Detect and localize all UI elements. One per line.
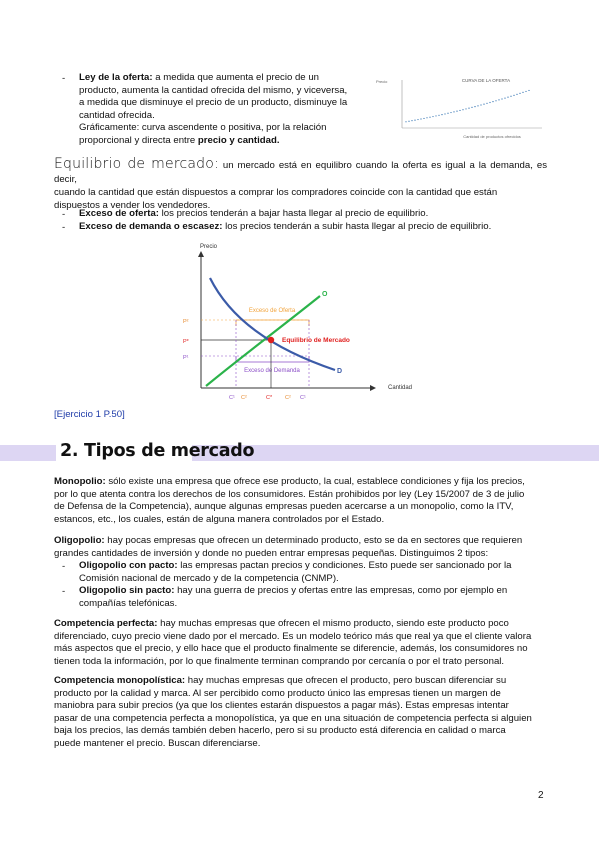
- curve-point: [495, 100, 496, 101]
- curve-point: [525, 91, 526, 92]
- curve-point: [507, 97, 508, 98]
- bullet: -: [62, 561, 66, 572]
- text: de Defensa de la Competencia), aunque algunas empresas pueden acercarse a un monopolio, como la ITV,: [54, 501, 514, 513]
- curve-point: [513, 95, 514, 96]
- term: Exceso de oferta:: [79, 208, 159, 219]
- list-item: [79, 208, 539, 221]
- y-tick-label: P*: [183, 339, 189, 345]
- curve-point: [501, 98, 502, 99]
- curve-point: [528, 90, 529, 91]
- y-axis-label: Precio: [200, 244, 218, 250]
- text: las empresas pactan precios y condiciones. Esto puede ser sancionado por la: [177, 560, 512, 571]
- bullet: -: [62, 586, 66, 597]
- text: más aspectos que el precio, y ello hace que el producto finalmente se diferencie, además, los consumidores no: [54, 643, 528, 655]
- curve-point: [498, 99, 499, 100]
- competencia-monopolistica-paragraph: [54, 675, 547, 751]
- list-item: [79, 560, 547, 585]
- curve-point: [468, 108, 469, 109]
- text: proporcional y directa entre: [79, 134, 198, 146]
- bullet: -: [62, 209, 66, 220]
- curve-point: [444, 113, 445, 114]
- text: Comisión nacional de mercado y de la competencia (CNMP).: [79, 572, 339, 584]
- curve-point: [426, 117, 427, 118]
- text: cantidad ofrecida.: [79, 109, 155, 121]
- term: Oligopolio:: [54, 535, 105, 546]
- text: producto, aumenta la cantidad ofrecida del mismo, y viceversa,: [79, 84, 348, 96]
- term: Oligopolio con pacto:: [79, 560, 178, 571]
- text: dispuestos a vender los vendedores.: [54, 199, 211, 211]
- curve-point: [423, 118, 424, 119]
- text: cuando la cantidad que están dispuestos a comprar los compradores coincide con la cantidad que están: [54, 187, 498, 198]
- curve-point: [432, 116, 433, 117]
- bullet: -: [62, 73, 66, 84]
- text: a medida que aumenta el precio de un: [152, 72, 319, 83]
- chart-footer: Cantidad de productos ofrecidos: [463, 134, 521, 139]
- text: estancos, etc., los cuales, están de alguna manera controlados por el Estado.: [54, 513, 385, 525]
- text: sólo existe una empresa que ofrece ese producto, la cual, establece condiciones y fija los precios,: [105, 476, 525, 487]
- curve-point: [486, 103, 487, 104]
- term: Exceso de demanda o escasez:: [79, 221, 223, 232]
- text: diferenciado, cuyo precio viene dado por el mercado. Es un modelo teórico más que real ya que el cliente valora: [54, 630, 532, 642]
- curve-point: [510, 96, 511, 97]
- excess-supply-label: Exceso de Oferta: [248, 308, 296, 314]
- text: hay una guerra de precios y ofertas entre las empresas, como por ejemplo en: [174, 585, 508, 596]
- text: hay muchas empresas que ofrecen el mismo producto, siendo este producto poco: [157, 618, 509, 629]
- series-label-o: O: [322, 291, 328, 298]
- text: hay pocas empresas que ofrecen un determinado producto, esto se da en sectores que requieren: [104, 535, 523, 546]
- curve-point: [429, 117, 430, 118]
- curve-point: [450, 112, 451, 113]
- term: Competencia monopolística:: [54, 675, 186, 686]
- list-item: [79, 221, 539, 234]
- text: los precios tenderán a subir hasta llegar al precio de equilibrio.: [222, 221, 492, 232]
- equilibrio-heading: Equilibrio de mercado: [54, 156, 214, 172]
- text: un mercado está en equilibro cuando la oferta es igual a la demanda, es decir,: [54, 160, 547, 185]
- text: producto por la calidad y marca. Al ser percibido como producto único las empresas tienen un margen de: [54, 687, 501, 699]
- curve-point: [408, 121, 409, 122]
- curve-point: [411, 120, 412, 121]
- curve-point: [483, 104, 484, 105]
- exercise-reference: [Ejercicio 1 P.50]: [54, 409, 125, 420]
- curve-point: [477, 105, 478, 106]
- text: Gráficamente: curva ascendente o positiva, por la relación: [79, 122, 327, 134]
- curve-point: [441, 114, 442, 115]
- supply-curve-chart: [372, 72, 550, 142]
- text: tienen toda la información, por lo que finalmente terminan comprando por cercanía o por el trato personal.: [54, 655, 505, 667]
- section-title: 2. Tipos de mercado: [60, 441, 255, 461]
- curve-point: [420, 118, 421, 119]
- curve-point: [489, 102, 490, 103]
- text: maniobra para subir precios (ya que los clientes estarán dispuestos a pagar más). Estas empresas intentar: [54, 700, 509, 712]
- curve-point: [471, 107, 472, 108]
- curve-point: [447, 113, 448, 114]
- excess-demand-bracket: [236, 356, 309, 362]
- curve-point: [456, 111, 457, 112]
- equilibrium-point: [268, 337, 274, 343]
- curve-point: [462, 109, 463, 110]
- text: pasar de una competencia perfecta a monopolística, ya que en una situación de competencia perfecta si alguien: [54, 712, 532, 724]
- equilibrium-label: Equilibrio de Mercado: [282, 337, 350, 344]
- curve-point: [522, 92, 523, 93]
- text: los precios tenderán a bajar hasta llegar al precio de equilibrio.: [158, 208, 429, 219]
- curve-point: [417, 119, 418, 120]
- curve-point: [453, 111, 454, 112]
- curve-point: [459, 110, 460, 111]
- text: grandes cantidades de inversión y donde no pueden entrar empresas pequeñas. Distinguimos 2 tipos:: [54, 547, 489, 559]
- supply-demand-chart: [170, 238, 430, 408]
- colon: :: [214, 156, 219, 172]
- text: compañías telefónicas.: [79, 597, 178, 609]
- term: Monopolio:: [54, 476, 106, 487]
- curve-point: [405, 121, 406, 122]
- monopolio-paragraph: [54, 476, 547, 526]
- y-tick-label: P²: [183, 319, 189, 325]
- term: precio y cantidad.: [197, 134, 280, 146]
- text: por lo que atenta contra los derechos de los consumidores. Están prohibidos por ley (Ley 15/2007 de 3 de julio: [54, 488, 525, 500]
- curve-point: [480, 104, 481, 105]
- y-axis-label: Precio: [376, 79, 388, 84]
- x-axis-label: Cantidad: [388, 385, 413, 391]
- y-tick-label: P¹: [183, 355, 189, 361]
- term: Competencia perfecta:: [54, 618, 158, 629]
- curve-point: [414, 120, 415, 121]
- competencia-perfecta-paragraph: [54, 618, 547, 668]
- curve-point: [474, 106, 475, 107]
- curve-point: [438, 115, 439, 116]
- oligopolio-paragraph: [54, 535, 547, 560]
- x-tick-label: C*: [266, 395, 273, 401]
- excess-demand-label: Exceso de Demanda: [244, 368, 300, 374]
- bullet: -: [62, 222, 66, 233]
- curve-point: [492, 101, 493, 102]
- term: Ley de la oferta:: [79, 72, 153, 83]
- chart-title: CURVA DE LA OFERTA: [461, 78, 511, 83]
- equilibrio-paragraph: [54, 157, 547, 212]
- curve-point: [516, 94, 517, 95]
- text: hay muchas empresas que ofrecen el producto, pero buscan diferenciar su: [185, 675, 507, 686]
- text: baja los precios, las demás también deben hacerlo, pero si su producto está diferencia en calidad o marca: [54, 725, 506, 737]
- page-number: 2: [538, 790, 544, 801]
- x-tick-label: C²: [285, 395, 291, 401]
- curve-point: [519, 93, 520, 94]
- text: puede mantener el precio. Buscan diferenciarse.: [54, 737, 261, 749]
- curve-point: [465, 108, 466, 109]
- curve-point: [504, 97, 505, 98]
- x-tick-label: C¹: [300, 395, 306, 401]
- text: a medida que disminuye el precio de un producto, disminuye la: [79, 97, 348, 109]
- x-tick-label: C¹: [229, 395, 235, 401]
- ley-oferta-paragraph: [79, 72, 363, 148]
- demand-curve: [210, 278, 335, 370]
- series-label-d: D: [337, 368, 343, 375]
- curve-point: [435, 115, 436, 116]
- list-item: [79, 585, 547, 610]
- term: Oligopolio sin pacto:: [79, 585, 175, 596]
- x-tick-label: C²: [241, 395, 247, 401]
